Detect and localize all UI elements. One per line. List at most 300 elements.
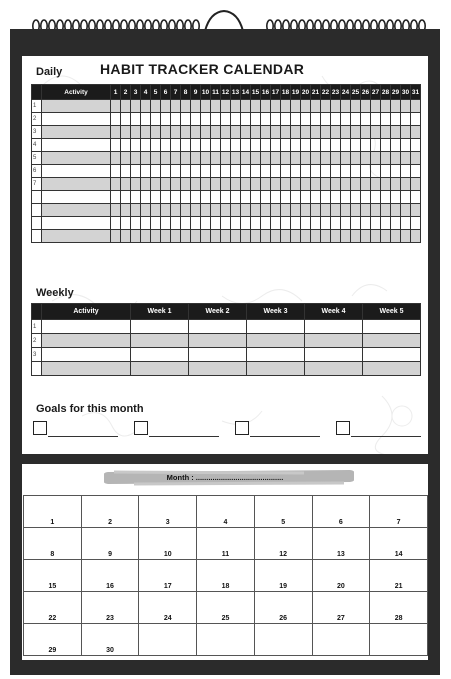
week-check-cell[interactable] [189,362,247,376]
day-check-cell[interactable] [371,217,381,230]
day-check-cell[interactable] [251,217,261,230]
day-check-cell[interactable] [211,178,221,191]
day-check-cell[interactable] [231,165,241,178]
day-check-cell[interactable] [141,165,151,178]
calendar-day-cell[interactable] [139,560,197,592]
day-check-cell[interactable] [401,191,411,204]
calendar-day-cell[interactable] [24,560,82,592]
day-check-cell[interactable] [131,152,141,165]
day-check-cell[interactable] [181,230,191,243]
day-check-cell[interactable] [211,217,221,230]
day-check-cell[interactable] [301,230,311,243]
day-check-cell[interactable] [181,217,191,230]
day-check-cell[interactable] [151,178,161,191]
day-check-cell[interactable] [331,230,341,243]
activity-cell[interactable] [42,178,111,191]
day-check-cell[interactable] [251,204,261,217]
day-check-cell[interactable] [271,165,281,178]
day-check-cell[interactable] [311,139,321,152]
day-check-cell[interactable] [121,191,131,204]
day-check-cell[interactable] [321,217,331,230]
day-check-cell[interactable] [291,100,301,113]
day-check-cell[interactable] [221,230,231,243]
day-check-cell[interactable] [241,152,251,165]
day-check-cell[interactable] [311,178,321,191]
day-check-cell[interactable] [371,191,381,204]
calendar-day-cell[interactable] [139,592,197,624]
day-check-cell[interactable] [171,165,181,178]
day-check-cell[interactable] [291,191,301,204]
day-check-cell[interactable] [371,126,381,139]
day-check-cell[interactable] [331,217,341,230]
activity-cell[interactable] [42,100,111,113]
day-check-cell[interactable] [161,126,171,139]
day-check-cell[interactable] [391,230,401,243]
day-check-cell[interactable] [221,191,231,204]
day-check-cell[interactable] [161,191,171,204]
day-check-cell[interactable] [341,113,351,126]
day-check-cell[interactable] [401,100,411,113]
day-check-cell[interactable] [111,178,121,191]
day-check-cell[interactable] [121,113,131,126]
calendar-day-cell[interactable] [370,560,428,592]
day-check-cell[interactable] [121,139,131,152]
day-check-cell[interactable] [341,152,351,165]
calendar-day-cell[interactable] [139,496,197,528]
day-check-cell[interactable] [321,204,331,217]
day-check-cell[interactable] [301,100,311,113]
day-check-cell[interactable] [211,165,221,178]
week-check-cell[interactable] [131,348,189,362]
day-check-cell[interactable] [211,152,221,165]
day-check-cell[interactable] [191,165,201,178]
day-check-cell[interactable] [111,191,121,204]
week-check-cell[interactable] [189,320,247,334]
day-check-cell[interactable] [141,178,151,191]
day-check-cell[interactable] [111,126,121,139]
day-check-cell[interactable] [191,191,201,204]
day-check-cell[interactable] [281,113,291,126]
day-check-cell[interactable] [241,165,251,178]
day-check-cell[interactable] [351,204,361,217]
day-check-cell[interactable] [271,152,281,165]
day-check-cell[interactable] [131,204,141,217]
week-check-cell[interactable] [305,334,363,348]
day-check-cell[interactable] [361,217,371,230]
day-check-cell[interactable] [161,178,171,191]
day-check-cell[interactable] [301,217,311,230]
day-check-cell[interactable] [171,100,181,113]
day-check-cell[interactable] [381,100,391,113]
day-check-cell[interactable] [331,165,341,178]
day-check-cell[interactable] [321,139,331,152]
week-check-cell[interactable] [247,334,305,348]
day-check-cell[interactable] [301,113,311,126]
calendar-day-cell[interactable] [197,496,255,528]
day-check-cell[interactable] [141,139,151,152]
day-check-cell[interactable] [261,152,271,165]
calendar-day-cell[interactable] [197,592,255,624]
calendar-day-cell[interactable] [254,592,312,624]
day-check-cell[interactable] [201,113,211,126]
day-check-cell[interactable] [111,100,121,113]
day-check-cell[interactable] [311,217,321,230]
activity-cell[interactable] [42,126,111,139]
day-check-cell[interactable] [381,139,391,152]
day-check-cell[interactable] [241,126,251,139]
day-check-cell[interactable] [151,100,161,113]
day-check-cell[interactable] [301,204,311,217]
day-check-cell[interactable] [191,139,201,152]
day-check-cell[interactable] [271,230,281,243]
day-check-cell[interactable] [171,113,181,126]
day-check-cell[interactable] [351,165,361,178]
calendar-day-cell[interactable] [312,624,370,656]
day-check-cell[interactable] [281,126,291,139]
day-check-cell[interactable] [231,100,241,113]
day-check-cell[interactable] [291,126,301,139]
day-check-cell[interactable] [391,100,401,113]
day-check-cell[interactable] [131,230,141,243]
day-check-cell[interactable] [201,126,211,139]
day-check-cell[interactable] [321,178,331,191]
calendar-day-cell[interactable] [197,528,255,560]
day-check-cell[interactable] [131,191,141,204]
day-check-cell[interactable] [361,230,371,243]
day-check-cell[interactable] [251,152,261,165]
day-check-cell[interactable] [341,204,351,217]
day-check-cell[interactable] [391,178,401,191]
day-check-cell[interactable] [311,113,321,126]
day-check-cell[interactable] [181,139,191,152]
calendar-day-cell[interactable] [312,496,370,528]
day-check-cell[interactable] [401,139,411,152]
day-check-cell[interactable] [181,126,191,139]
day-check-cell[interactable] [201,152,211,165]
activity-cell[interactable] [42,204,111,217]
day-check-cell[interactable] [291,217,301,230]
calendar-day-cell[interactable] [81,624,139,656]
day-check-cell[interactable] [251,126,261,139]
day-check-cell[interactable] [321,100,331,113]
day-check-cell[interactable] [261,126,271,139]
day-check-cell[interactable] [191,100,201,113]
week-check-cell[interactable] [131,320,189,334]
day-check-cell[interactable] [131,165,141,178]
calendar-day-cell[interactable] [197,624,255,656]
day-check-cell[interactable] [231,191,241,204]
day-check-cell[interactable] [271,191,281,204]
day-check-cell[interactable] [161,100,171,113]
day-check-cell[interactable] [221,113,231,126]
day-check-cell[interactable] [371,113,381,126]
day-check-cell[interactable] [411,100,421,113]
day-check-cell[interactable] [371,100,381,113]
day-check-cell[interactable] [271,178,281,191]
day-check-cell[interactable] [161,152,171,165]
day-check-cell[interactable] [301,191,311,204]
day-check-cell[interactable] [231,113,241,126]
day-check-cell[interactable] [151,113,161,126]
day-check-cell[interactable] [141,152,151,165]
day-check-cell[interactable] [411,204,421,217]
day-check-cell[interactable] [231,230,241,243]
day-check-cell[interactable] [381,165,391,178]
day-check-cell[interactable] [251,139,261,152]
day-check-cell[interactable] [161,113,171,126]
goal-checkbox[interactable] [336,421,350,435]
day-check-cell[interactable] [141,204,151,217]
day-check-cell[interactable] [281,152,291,165]
day-check-cell[interactable] [411,113,421,126]
week-check-cell[interactable] [363,348,421,362]
day-check-cell[interactable] [331,113,341,126]
day-check-cell[interactable] [191,126,201,139]
day-check-cell[interactable] [151,230,161,243]
calendar-day-cell[interactable] [254,496,312,528]
day-check-cell[interactable] [371,139,381,152]
day-check-cell[interactable] [311,152,321,165]
day-check-cell[interactable] [111,152,121,165]
day-check-cell[interactable] [271,217,281,230]
day-check-cell[interactable] [231,217,241,230]
day-check-cell[interactable] [121,230,131,243]
day-check-cell[interactable] [381,230,391,243]
day-check-cell[interactable] [411,139,421,152]
day-check-cell[interactable] [381,191,391,204]
day-check-cell[interactable] [231,139,241,152]
day-check-cell[interactable] [191,178,201,191]
day-check-cell[interactable] [121,217,131,230]
day-check-cell[interactable] [301,165,311,178]
day-check-cell[interactable] [131,113,141,126]
day-check-cell[interactable] [161,217,171,230]
day-check-cell[interactable] [311,204,321,217]
day-check-cell[interactable] [261,165,271,178]
week-check-cell[interactable] [305,320,363,334]
day-check-cell[interactable] [181,178,191,191]
day-check-cell[interactable] [111,139,121,152]
activity-cell[interactable] [42,165,111,178]
day-check-cell[interactable] [251,165,261,178]
day-check-cell[interactable] [211,204,221,217]
day-check-cell[interactable] [121,126,131,139]
day-check-cell[interactable] [201,230,211,243]
day-check-cell[interactable] [221,217,231,230]
week-check-cell[interactable] [305,362,363,376]
day-check-cell[interactable] [401,178,411,191]
day-check-cell[interactable] [151,191,161,204]
day-check-cell[interactable] [111,204,121,217]
day-check-cell[interactable] [401,230,411,243]
day-check-cell[interactable] [371,178,381,191]
day-check-cell[interactable] [411,191,421,204]
day-check-cell[interactable] [151,204,161,217]
calendar-day-cell[interactable] [370,496,428,528]
day-check-cell[interactable] [391,217,401,230]
day-check-cell[interactable] [391,204,401,217]
day-check-cell[interactable] [151,152,161,165]
day-check-cell[interactable] [401,152,411,165]
day-check-cell[interactable] [211,230,221,243]
day-check-cell[interactable] [221,139,231,152]
day-check-cell[interactable] [231,126,241,139]
week-check-cell[interactable] [363,362,421,376]
week-check-cell[interactable] [189,348,247,362]
day-check-cell[interactable] [321,191,331,204]
day-check-cell[interactable] [221,204,231,217]
day-check-cell[interactable] [201,217,211,230]
day-check-cell[interactable] [191,217,201,230]
calendar-day-cell[interactable] [254,528,312,560]
day-check-cell[interactable] [171,126,181,139]
day-check-cell[interactable] [301,178,311,191]
day-check-cell[interactable] [251,113,261,126]
day-check-cell[interactable] [171,152,181,165]
day-check-cell[interactable] [131,100,141,113]
day-check-cell[interactable] [161,204,171,217]
calendar-day-cell[interactable] [81,592,139,624]
day-check-cell[interactable] [361,191,371,204]
day-check-cell[interactable] [361,126,371,139]
day-check-cell[interactable] [371,165,381,178]
week-check-cell[interactable] [363,334,421,348]
day-check-cell[interactable] [391,126,401,139]
day-check-cell[interactable] [201,204,211,217]
day-check-cell[interactable] [341,191,351,204]
day-check-cell[interactable] [401,204,411,217]
day-check-cell[interactable] [221,100,231,113]
day-check-cell[interactable] [311,191,321,204]
week-check-cell[interactable] [131,334,189,348]
day-check-cell[interactable] [181,100,191,113]
day-check-cell[interactable] [351,191,361,204]
day-check-cell[interactable] [351,152,361,165]
day-check-cell[interactable] [301,126,311,139]
day-check-cell[interactable] [331,204,341,217]
calendar-day-cell[interactable] [24,592,82,624]
day-check-cell[interactable] [151,139,161,152]
goal-write-line[interactable] [48,436,118,437]
day-check-cell[interactable] [381,113,391,126]
day-check-cell[interactable] [181,152,191,165]
day-check-cell[interactable] [321,152,331,165]
day-check-cell[interactable] [141,191,151,204]
day-check-cell[interactable] [241,100,251,113]
day-check-cell[interactable] [391,139,401,152]
day-check-cell[interactable] [321,126,331,139]
day-check-cell[interactable] [261,217,271,230]
day-check-cell[interactable] [361,139,371,152]
goal-write-line[interactable] [250,436,320,437]
day-check-cell[interactable] [261,113,271,126]
day-check-cell[interactable] [341,178,351,191]
day-check-cell[interactable] [111,165,121,178]
day-check-cell[interactable] [381,152,391,165]
day-check-cell[interactable] [111,230,121,243]
day-check-cell[interactable] [191,204,201,217]
calendar-day-cell[interactable] [312,592,370,624]
day-check-cell[interactable] [291,230,301,243]
goal-checkbox[interactable] [235,421,249,435]
day-check-cell[interactable] [131,139,141,152]
day-check-cell[interactable] [121,204,131,217]
goal-checkbox[interactable] [33,421,47,435]
day-check-cell[interactable] [381,217,391,230]
day-check-cell[interactable] [271,204,281,217]
day-check-cell[interactable] [411,217,421,230]
day-check-cell[interactable] [311,230,321,243]
day-check-cell[interactable] [291,204,301,217]
day-check-cell[interactable] [171,178,181,191]
day-check-cell[interactable] [201,178,211,191]
day-check-cell[interactable] [271,126,281,139]
day-check-cell[interactable] [391,113,401,126]
calendar-day-cell[interactable] [312,560,370,592]
day-check-cell[interactable] [331,139,341,152]
day-check-cell[interactable] [411,126,421,139]
week-check-cell[interactable] [305,348,363,362]
day-check-cell[interactable] [351,126,361,139]
day-check-cell[interactable] [271,100,281,113]
goal-write-line[interactable] [351,436,421,437]
day-check-cell[interactable] [381,178,391,191]
day-check-cell[interactable] [191,113,201,126]
calendar-day-cell[interactable] [81,528,139,560]
day-check-cell[interactable] [371,152,381,165]
week-check-cell[interactable] [247,348,305,362]
day-check-cell[interactable] [291,178,301,191]
activity-cell[interactable] [42,113,111,126]
day-check-cell[interactable] [181,191,191,204]
day-check-cell[interactable] [361,204,371,217]
day-check-cell[interactable] [241,191,251,204]
day-check-cell[interactable] [331,100,341,113]
day-check-cell[interactable] [121,100,131,113]
day-check-cell[interactable] [201,165,211,178]
day-check-cell[interactable] [221,165,231,178]
day-check-cell[interactable] [201,139,211,152]
day-check-cell[interactable] [211,113,221,126]
day-check-cell[interactable] [321,165,331,178]
day-check-cell[interactable] [161,230,171,243]
day-check-cell[interactable] [221,178,231,191]
day-check-cell[interactable] [411,178,421,191]
day-check-cell[interactable] [331,126,341,139]
day-check-cell[interactable] [341,126,351,139]
day-check-cell[interactable] [381,204,391,217]
day-check-cell[interactable] [401,126,411,139]
day-check-cell[interactable] [261,178,271,191]
day-check-cell[interactable] [281,204,291,217]
day-check-cell[interactable] [251,178,261,191]
day-check-cell[interactable] [181,165,191,178]
day-check-cell[interactable] [151,165,161,178]
day-check-cell[interactable] [301,152,311,165]
calendar-day-cell[interactable] [24,528,82,560]
day-check-cell[interactable] [341,217,351,230]
day-check-cell[interactable] [261,139,271,152]
day-check-cell[interactable] [211,100,221,113]
calendar-day-cell[interactable] [81,496,139,528]
day-check-cell[interactable] [181,113,191,126]
day-check-cell[interactable] [351,217,361,230]
day-check-cell[interactable] [241,178,251,191]
day-check-cell[interactable] [191,152,201,165]
day-check-cell[interactable] [241,139,251,152]
calendar-day-cell[interactable] [370,624,428,656]
day-check-cell[interactable] [211,126,221,139]
